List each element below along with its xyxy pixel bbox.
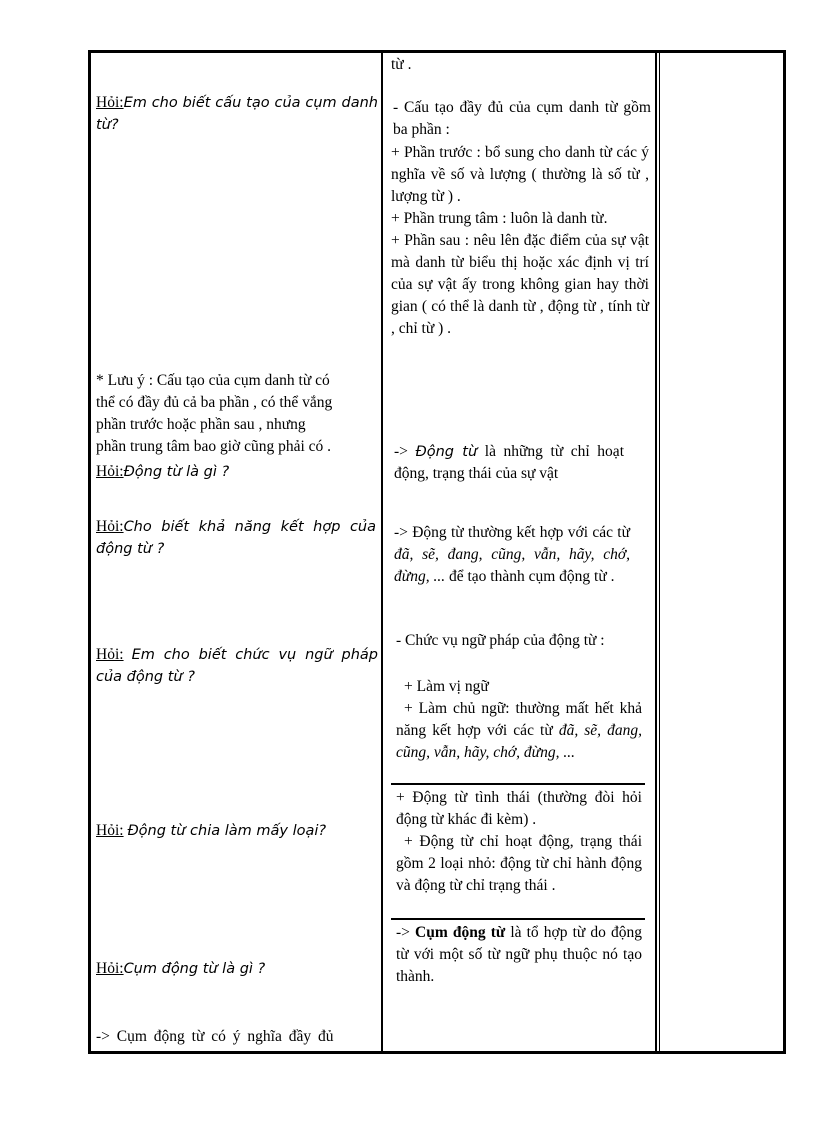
note-line: phần trước hoặc phần sau , nhưng bbox=[96, 416, 306, 433]
column-divider-2 bbox=[655, 50, 657, 1054]
question-verb-definition: Hỏi:Động từ là gì ? bbox=[96, 463, 230, 480]
note-line: * Lưu ý : Cấu tạo của cụm danh từ có bbox=[96, 372, 330, 389]
note-line: phần trung tâm bao giờ cũng phải có . bbox=[96, 438, 332, 455]
verb-definition: -> Động từ là những từ chỉ hoạt động, trạng thái của sự vật bbox=[394, 443, 624, 482]
question-structure: Hỏi:Em cho biết cấu tạo của cụm danh từ? bbox=[96, 94, 378, 133]
column-divider-2b bbox=[659, 50, 660, 1054]
column-divider-1 bbox=[381, 50, 383, 1054]
section-divider bbox=[391, 783, 645, 785]
note-line: thể có đầy đủ cả ba phần , có thể vắng bbox=[96, 394, 333, 411]
verb-phrase-definition: -> Cụm động từ là tổ hợp từ do động từ với một số từ ngữ phụ thuộc nó tạo thành. bbox=[396, 924, 643, 985]
lesson-table: Hỏi:Em cho biết cấu tạo của cụm danh từ? * Lưu ý : Cấu tạo của cụm danh từ có thể có đầy đủ cả ba phần , có thể vắng phần trước hoặc phần sau , nhưng phần trung tâm bao giờ cũng phải có . Hỏi:Động từ là gì ? Hỏi:Cho biết khả năng kết hợp của động từ ? Hỏi: Em cho biết chức vụ ngữ pháp của động từ ? Hỏi: Động từ chia làm mấy loại? Hỏi:Cụm động từ là gì ? -> Cụm động từ có ý nghĩa đầy đủ từ . - Cấu tạo đầy đủ của cụm danh từ gồm ba phần : + Phần trước : bổ sung cho danh từ các ý nghĩa về số và lượng ( thường là số từ , lượng từ ) . + Phần trung tâm : luôn là danh từ. + Phần sau : nêu lên đặc điểm của sự vật mà danh từ biểu thị hoặc xác định vị trí của sự vật ấy trong không gian hay thời gian ( có thể là danh từ , động từ , tính từ , chỉ từ ) . -> Động từ là những từ chỉ hoạt động, trạng thái của sự vật -> Động từ thường kết hợp với các từ đã, sẽ, đang, cũng, vẫn, hãy, chớ, đừng, ... để tạo thành cụm động từ . - Chức vụ ngữ pháp của động từ : + Làm vị ngữ + Làm chủ ngữ: thường mất hết khả năng kết hợp với các từ đã, sẽ, đang, cũng, vẫn, hãy, chớ, đừng, ... + Động từ tình thái (thường đòi hỏi động từ khác đi kèm) . + Động từ chỉ hoạt động, trạng thái gồm 2 loại nhỏ: động từ chỉ hành động và động từ chỉ trạng thái . -> Cụm động từ là tổ hợp từ do động từ với một số từ ngữ phụ thuộc nó tạo thành. bbox=[88, 50, 786, 1054]
table-right-border bbox=[783, 50, 786, 1054]
question-verb-combination: Hỏi:Cho biết khả năng kết hợp của động từ ? bbox=[96, 518, 376, 557]
section-divider bbox=[391, 918, 645, 920]
question-verb-phrase: Hỏi:Cụm động từ là gì ? bbox=[96, 960, 266, 977]
question-verb-function: Hỏi: Em cho biết chức vụ ngữ pháp của động từ ? bbox=[96, 646, 378, 685]
question-verb-types: Hỏi: Động từ chia làm mấy loại? bbox=[96, 822, 327, 839]
table-left-border bbox=[88, 50, 91, 1054]
verb-phrase-meaning: -> Cụm động từ có ý nghĩa đầy đủ bbox=[96, 1028, 334, 1045]
continued-text: từ . bbox=[391, 56, 412, 73]
table-bottom-border bbox=[88, 1051, 786, 1054]
verb-combination: -> Động từ thường kết hợp với các từ đã, sẽ, đang, cũng, vẫn, hãy, chớ, đừng, ... để tạo thành cụm động từ . bbox=[394, 524, 630, 585]
table-top-border bbox=[88, 50, 786, 53]
